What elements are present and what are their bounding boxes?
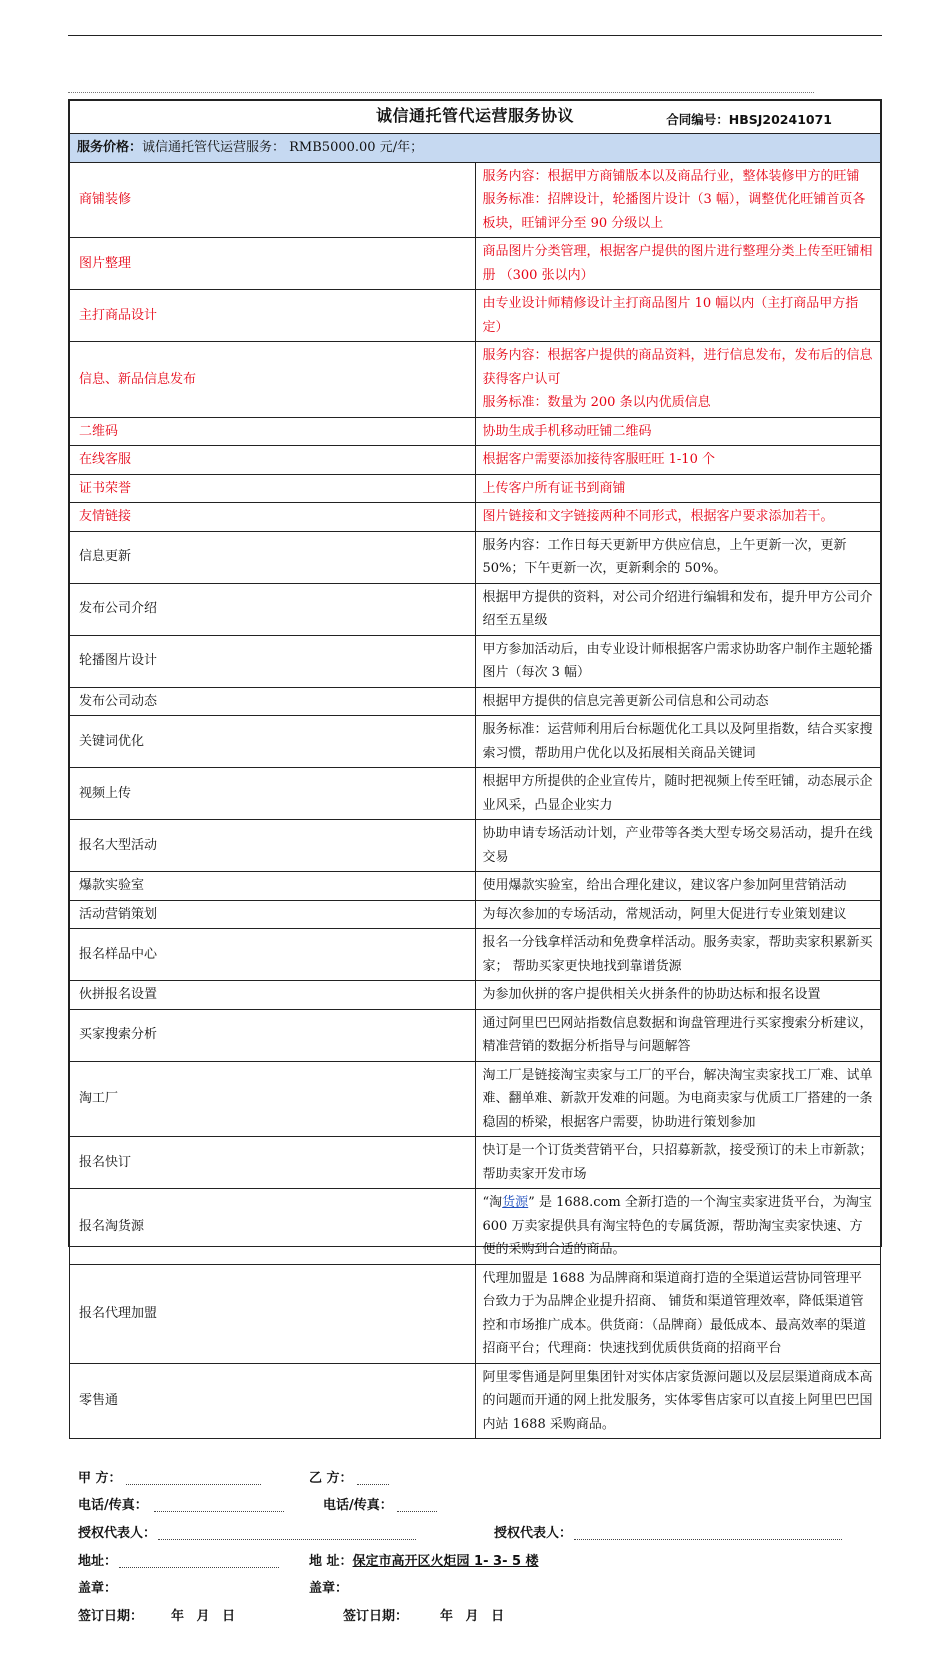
service-label: 商铺装修	[70, 162, 476, 238]
service-label: 伙拼报名设置	[70, 981, 476, 1010]
service-description: 根据甲方提供的资料，对公司介绍进行编辑和发布，提升甲方公司介绍至五星级	[475, 583, 881, 635]
seal-b: 盖章：	[309, 1581, 349, 1596]
service-table	[69, 100, 881, 1439]
addr-b: 地 址：保定市高开区火炬园 1- 3- 5 楼	[309, 1554, 539, 1569]
service-row	[70, 929, 881, 981]
service-description	[475, 417, 881, 446]
addr-a: 地址：	[78, 1550, 279, 1569]
service-description	[475, 446, 881, 475]
service-row	[70, 290, 881, 342]
contract-title: 诚信通托管代运营服务协议	[375, 106, 574, 126]
service-row	[70, 583, 881, 635]
service-row	[70, 1137, 881, 1189]
description-line: 服务标准：招牌设计，轮播图片设计（3 幅），调整优化旺铺首页各板块，旺铺评分至 90 分级以上	[482, 192, 866, 231]
service-label: 活动营销策划	[70, 900, 476, 929]
service-label: 报名样品中心	[70, 929, 476, 981]
service-description: 协助申请专场活动计划，产业带等各类大型专场交易活动，提升在线交易	[475, 820, 881, 872]
seal-a: 盖章：	[78, 1581, 118, 1596]
service-label: 报名淘货源	[70, 1189, 476, 1265]
service-description	[475, 238, 881, 290]
top-rule	[68, 35, 882, 36]
description-line: 由专业设计师精修设计主打商品图片 10 幅以内（主打商品甲方指定）	[482, 296, 859, 335]
service-row	[70, 446, 881, 475]
service-description: 淘工厂是链接淘宝卖家与工厂的平台，解决淘宝卖家找工厂难、试单难、翻单难、新款开发难的问题。为电商卖家与优质工厂搭建的一条稳固的桥梁，根据客户需要，协助进行策划参加	[475, 1061, 881, 1137]
party-b: 乙 方：	[309, 1467, 389, 1486]
tel-a: 电话/传真：	[78, 1494, 284, 1513]
service-row	[70, 687, 881, 716]
service-row	[70, 474, 881, 503]
price-value: 诚信通托管代运营服务： RMB5000.00 元/年；	[142, 140, 424, 155]
service-label: 零售通	[70, 1363, 476, 1439]
service-row	[70, 503, 881, 532]
service-description: “淘货源” 是 1688.com 全新打造的一个淘宝卖家进货平台，为淘宝 600 万卖家提供具有淘宝特色的专属货源，帮助淘宝卖家快速、方便的采购到合适的商品。	[475, 1189, 881, 1265]
service-label: 爆款实验室	[70, 872, 476, 901]
service-row	[70, 1189, 881, 1265]
service-label: 在线客服	[70, 446, 476, 475]
service-row	[70, 1009, 881, 1061]
date-a: 签订日期： 年 月 日	[78, 1609, 236, 1624]
service-label: 信息更新	[70, 531, 476, 583]
contract-sheet	[68, 99, 882, 1624]
service-label: 主打商品设计	[70, 290, 476, 342]
title-row	[70, 101, 881, 134]
service-row	[70, 635, 881, 687]
service-rows	[70, 162, 881, 1439]
description-line: 上传客户所有证书到商铺	[482, 480, 626, 496]
service-row	[70, 716, 881, 768]
service-row	[70, 162, 881, 238]
service-label: 报名快订	[70, 1137, 476, 1189]
service-description: 阿里零售通是阿里集团针对实体店家货源问题以及层层渠道商成本高的问题而开通的网上批发服务，实体零售店家可以直接上阿里巴巴国内站 1688 采购商品。	[475, 1363, 881, 1439]
service-description	[475, 503, 881, 532]
service-description: 根据甲方提供的信息完善更新公司信息和公司动态	[475, 687, 881, 716]
description-line: 图片链接和文字链接两种不同形式，根据客户要求添加若干。	[482, 509, 834, 524]
service-label: 证书荣誉	[70, 474, 476, 503]
tel-b: 电话/传真：	[323, 1494, 437, 1513]
description-line: 服务内容：根据甲方商铺版本以及商品行业，整体装修甲方的旺铺	[482, 168, 860, 184]
service-description	[475, 162, 881, 238]
service-description: 通过阿里巴巴网站指数信息数据和询盘管理进行买家搜索分析建议，精准营销的数据分析指导与问题解答	[475, 1009, 881, 1061]
description-line: 协助生成手机移动旺铺二维码	[482, 423, 652, 439]
service-label: 发布公司动态	[70, 687, 476, 716]
huoyuan-link[interactable]: 货源	[502, 1195, 529, 1210]
service-row	[70, 1363, 881, 1439]
service-row	[70, 820, 881, 872]
description-line: 根据客户需要添加接待客服旺旺 1-10 个	[482, 452, 715, 467]
service-row	[70, 900, 881, 929]
service-label: 友情链接	[70, 503, 476, 532]
service-row	[70, 417, 881, 446]
service-row	[70, 238, 881, 290]
service-label: 图片整理	[70, 238, 476, 290]
service-description: 服务标准：运营师利用后台标题优化工具以及阿里指数，结合买家搜索习惯，帮助用户优化以及拓展相关商品关键词	[475, 716, 881, 768]
service-label: 视频上传	[70, 768, 476, 820]
service-label: 买家搜索分析	[70, 1009, 476, 1061]
service-row	[70, 872, 881, 901]
service-label: 关键词优化	[70, 716, 476, 768]
service-description: 为参加伙拼的客户提供相关火拼条件的协助达标和报名设置	[475, 981, 881, 1010]
price-row	[70, 134, 881, 163]
service-description: 服务内容：工作日每天更新甲方供应信息，上午更新一次，更新 50%；下午更新一次，更新剩余的 50%。	[475, 531, 881, 583]
service-row	[70, 1061, 881, 1137]
service-description: 快订是一个订货类营销平台，只招募新款，接受预订的未上市新款；帮助卖家开发市场	[475, 1137, 881, 1189]
party-a: 甲 方：	[78, 1467, 261, 1486]
service-description	[475, 474, 881, 503]
service-label: 二维码	[70, 417, 476, 446]
service-row	[70, 531, 881, 583]
service-description	[475, 342, 881, 418]
service-label: 淘工厂	[70, 1061, 476, 1137]
service-row	[70, 342, 881, 418]
service-description: 报名一分钱拿样活动和免费拿样活动。服务卖家，帮助卖家积累新买家； 帮助买家更快地找到靠谱货源	[475, 929, 881, 981]
description-line: 商品图片分类管理，根据客户提供的图片进行整理分类上传至旺铺相册 （300 张以内）	[482, 244, 873, 283]
description-line: 服务标准：数量为 200 条以内优质信息	[482, 395, 711, 410]
signature-block	[69, 1439, 881, 1671]
service-label: 报名大型活动	[70, 820, 476, 872]
rep-a: 授权代表人：	[78, 1522, 416, 1541]
rep-b: 授权代表人：	[494, 1522, 842, 1541]
dotted-rule	[68, 92, 814, 93]
service-row	[70, 768, 881, 820]
service-description: 甲方参加活动后，由专业设计师根据客户需求协助客户制作主题轮播图片（每次 3 幅）	[475, 635, 881, 687]
service-row	[70, 1264, 881, 1363]
service-description	[475, 290, 881, 342]
service-row	[70, 981, 881, 1010]
service-description: 使用爆款实验室，给出合理化建议，建议客户参加阿里营销活动	[475, 872, 881, 901]
service-label: 报名代理加盟	[70, 1264, 476, 1363]
service-label: 信息、新品信息发布	[70, 342, 476, 418]
contract-number: 合同编号：HBSJ20241071	[666, 112, 832, 127]
description-line: 服务内容：根据客户提供的商品资料，进行信息发布，发布后的信息获得客户认可	[482, 348, 873, 387]
date-b: 签订日期： 年 月 日	[343, 1609, 505, 1624]
service-description: 为每次参加的专场活动，常规活动，阿里大促进行专业策划建议	[475, 900, 881, 929]
service-label: 轮播图片设计	[70, 635, 476, 687]
service-description: 根据甲方所提供的企业宣传片，随时把视频上传至旺铺，动态展示企业风采，凸显企业实力	[475, 768, 881, 820]
service-description: 代理加盟是 1688 为品牌商和渠道商打造的全渠道运营协同管理平台致力于为品牌企业提升招商、 铺货和渠道管理效率，降低渠道管控和市场推广成本。供货商：（品牌商）最低成本、最高效率的渠道招商平台；代理商：快速找到优质供货商的招商平台	[475, 1264, 881, 1363]
service-label: 发布公司介绍	[70, 583, 476, 635]
price-label: 服务价格：	[77, 140, 143, 155]
